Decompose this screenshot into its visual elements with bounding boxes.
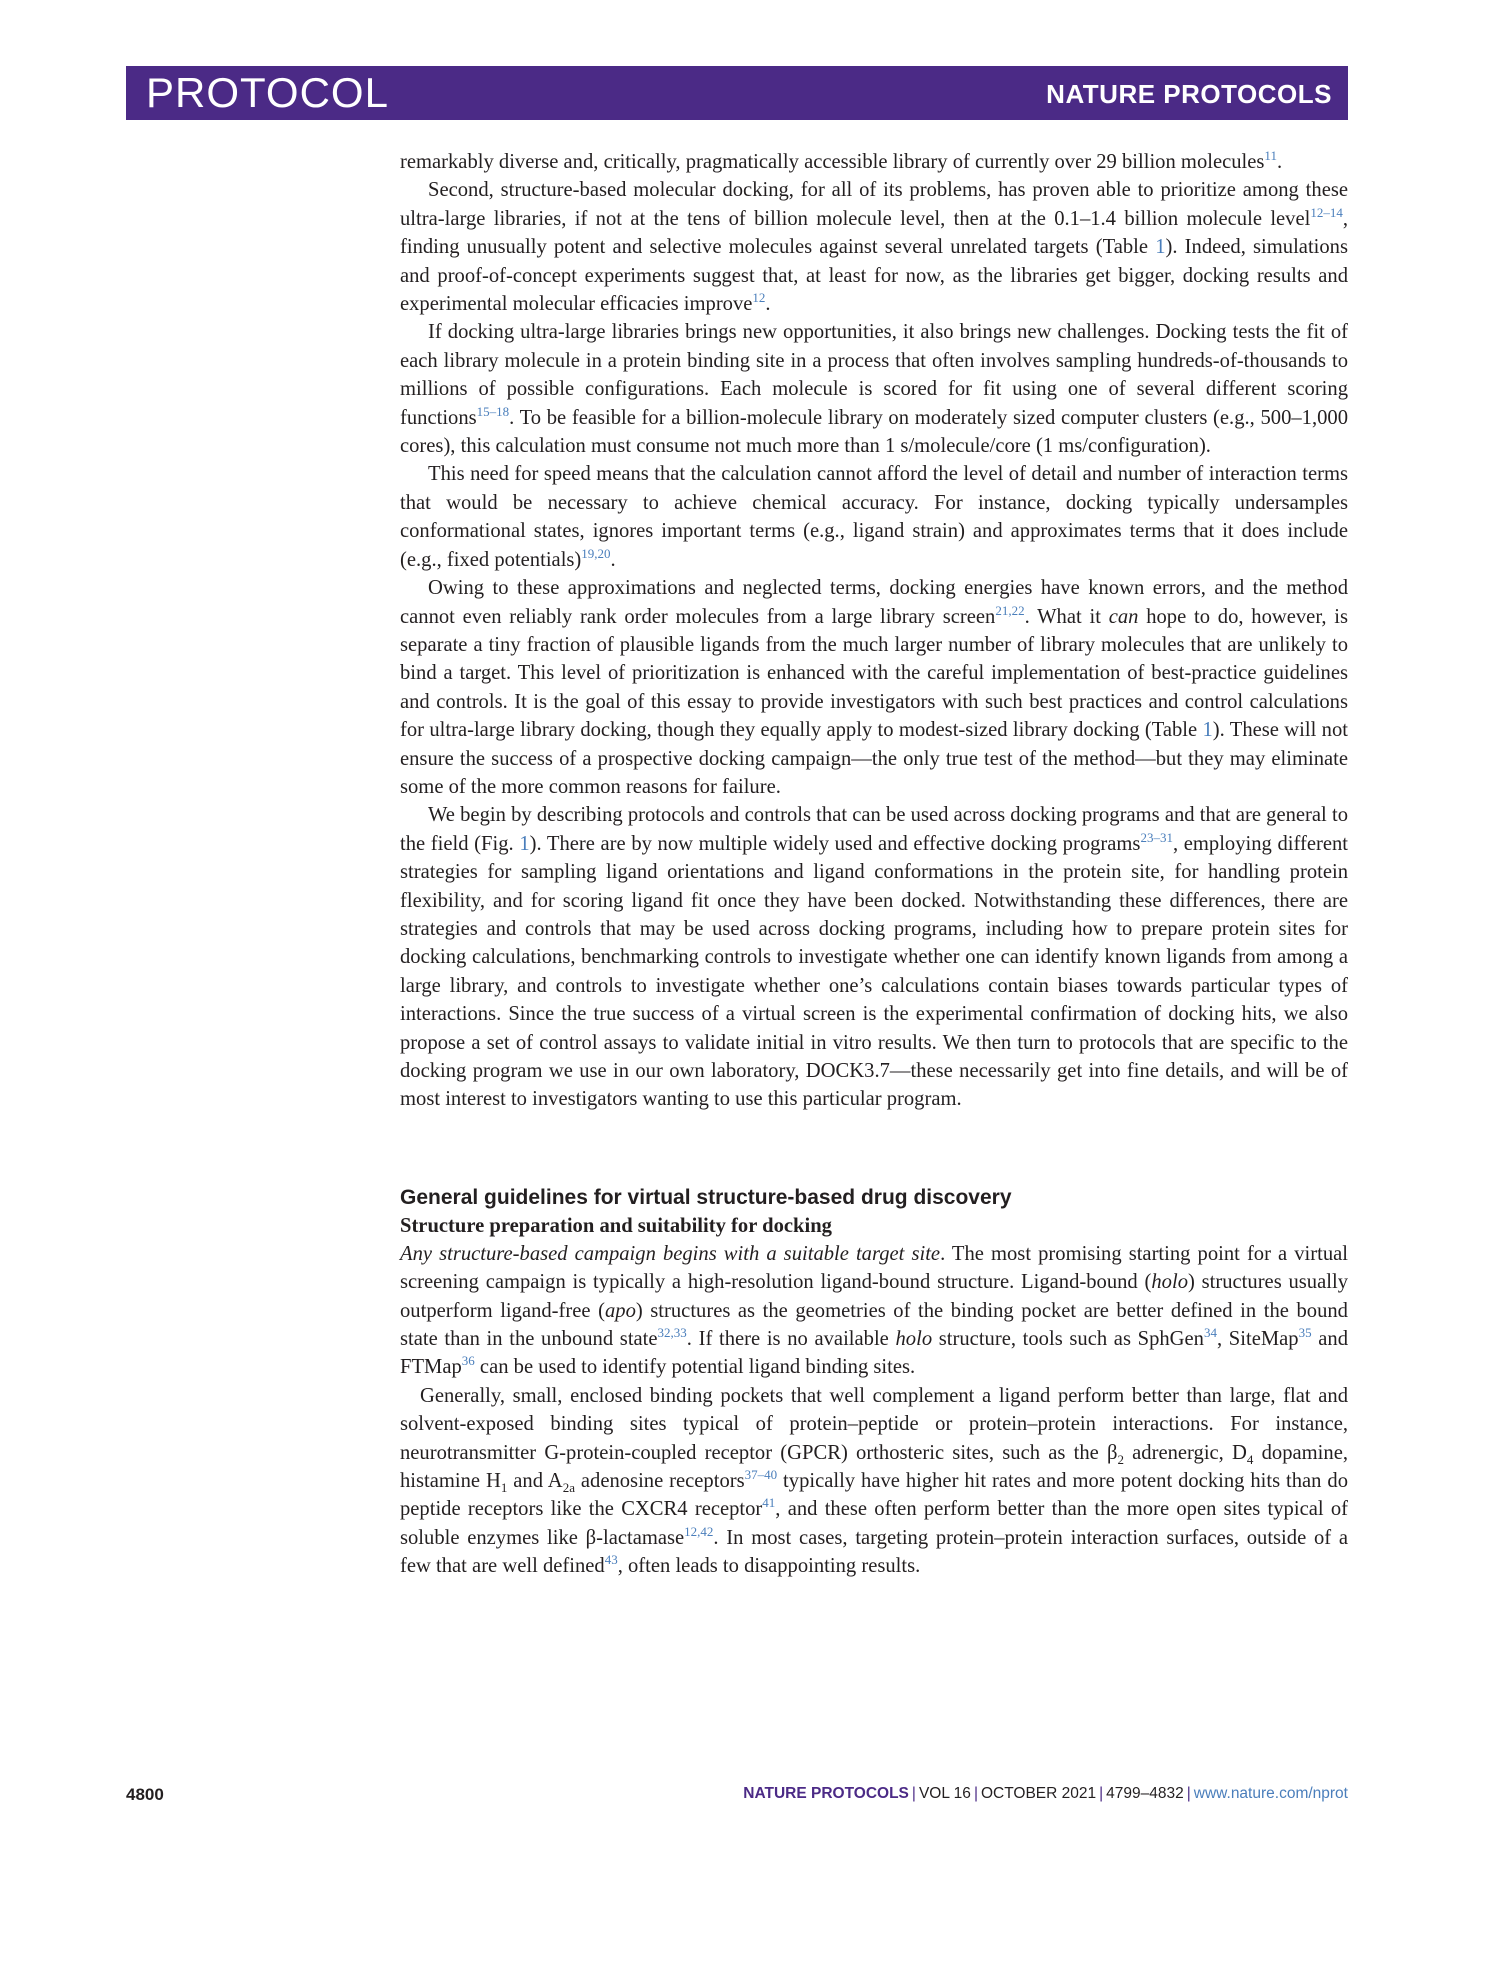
paragraph: Any structure-based campaign begins with a suitable target site. The most promising starting point for a virtual screening campaign is typically a high-resolution ligand-bound structure. Ligand-bound (holo) structures usually outperform ligand-free (apo) structures as the geometries of the binding pocket are better defined in the bound state than in the unbound state$^{32,33}$. If there is no available holo structure, tools such as SphGen$^{34}$, SiteMap$^{35}$ and FTMap$^{36}$ can be used to identify potential ligand binding sites. — [400, 1242, 1348, 1379]
page-header — [126, 66, 1348, 120]
subsection-heading: Structure preparation and suitability for docking — [400, 1214, 832, 1237]
main-text — [400, 148, 1348, 1581]
citation-link[interactable]: 43 — [604, 1552, 618, 1568]
paragraph: remarkably diverse and, critically, pragmatically accessible library of currently over 29 billion molecules$^{11}$. — [400, 148, 1283, 173]
footer-citation: NATURE PROTOCOLS | VOL 16 | OCTOBER 2021 | 4799–4832 | www.nature.com/nprot — [743, 1785, 1348, 1802]
table-link[interactable]: 1 — [1202, 719, 1213, 742]
citation-link[interactable]: 36 — [461, 1353, 475, 1369]
citation-link[interactable]: 15–18 — [476, 403, 510, 419]
figure-link[interactable]: 1 — [519, 832, 530, 855]
paragraph: Owing to these approximations and neglected terms, docking energies have known errors, and the method cannot even reliably rank order molecules from a large library screen$^{21,22}$. What it can hope to do, however, is separate a tiny fraction of plausible ligands from the much larger number of library molecules that are unlikely to bind a target. This level of prioritization is enhanced with the careful implementation of best-practice guidelines and controls. It is the goal of this essay to provide investigators with such best practices and control calculations for ultra-large library docking, though they equally apply to modest-sized library docking (Table 1). These will not ensure the success of a prospective docking campaign—the only true test of the method—but they may eliminate some of the more common reasons for failure. — [400, 577, 1349, 798]
footer-volume: VOL 16 — [918, 1785, 971, 1802]
header-article-type: PROTOCOL — [146, 69, 389, 116]
paragraph: We begin by describing protocols and controls that can be used across docking programs and that are general to the field (Fig. 1). There are by now multiple widely used and effective docking programs$^{23-31}$, employing different strategies for sampling ligand orientations and ligand conformations in the protein site, for handling protein flexibility, and for scoring ligand fit once they have been docked. Notwithstanding these differences, there are strategies and controls that may be used across docking programs, including how to prepare protein sites for docking calculations, benchmarking controls to investigate whether one can identify known ligands from among a large library, and controls to investigate whether one’s calculations contain biases towards particular types of interactions. Since the true success of a virtual screen is the experimental confirmation of docking hits, we also propose a set of control assays to validate initial in vitro results. We then turn to protocols that are specific to the docking program we use in our own laboratory, DOCK3.7—these necessarily get into fine details, and will be of most interest to investigators wanting to use this particular program. — [400, 804, 1348, 1111]
citation-link[interactable]: 21,22 — [995, 602, 1025, 618]
page-number: 4800 — [126, 1785, 164, 1804]
citation-link[interactable]: 41 — [762, 1495, 776, 1511]
citation-link[interactable]: 32,33 — [657, 1325, 687, 1341]
paragraph: Generally, small, enclosed binding pockets that well complement a ligand perform better than large, flat and solvent-exposed binding sites typical of protein–peptide or protein–protein interactions. For instance, neurotransmitter G-protein-coupled receptor (GPCR) orthosteric sites, such as the $\beta_2$ adrenergic, $D_4$ dopamine, histamine $H_1$ and $A_{2a}$ adenosine receptors$^{37-40}$ typically have higher hit rates and more potent docking hits than do peptide receptors like the CXCR4 receptor$^{41}$, and these often perform better than the more open sites typical of soluble enzymes like β-lactamase$^{12,42}$. In most cases, targeting protein–protein interaction surfaces, outside of a few that are well defined$^{43}$, often leads to disappointing results. — [400, 1384, 1348, 1578]
paragraph: This need for speed means that the calculation cannot afford the level of detail and number of interaction terms that would be necessary to achieve chemical accuracy. For instance, docking typically undersamples conformational states, ignores important terms (e.g., ligand strain) and approximates terms that it does include (e.g., fixed potentials)$^{19,20}$. — [400, 463, 1348, 571]
citation-link[interactable]: 11 — [1264, 148, 1277, 164]
paragraph: If docking ultra-large libraries brings new opportunities, it also brings new challenges. Docking tests the fit of each library molecule in a protein binding site in a process that often involves sampling hundreds-of-thousands to millions of possible configurations. Each molecule is scored for fit using one of several different scoring functions$^{15-18}$. To be feasible for a billion-molecule library on moderately sized computer clusters (e.g., 500–1,000 cores), this calculation must consume not much more than 1 s/molecule/core (1 ms/configuration). — [400, 321, 1348, 458]
citation-link[interactable]: 23–31 — [1140, 829, 1173, 845]
table-link[interactable]: 1 — [1155, 236, 1166, 259]
footer-journal: NATURE PROTOCOLS — [743, 1785, 909, 1802]
citation-link[interactable]: 12,42 — [684, 1524, 714, 1540]
citation-link[interactable]: 19,20 — [581, 545, 611, 561]
citation-link[interactable]: 35 — [1298, 1325, 1312, 1341]
citation-link[interactable]: 12–14 — [1310, 204, 1343, 220]
footer-url-link[interactable]: www.nature.com/nprot — [1193, 1785, 1348, 1802]
citation-link[interactable]: 34 — [1203, 1325, 1217, 1341]
paragraph: Second, structure-based molecular docking, for all of its problems, has proven able to prioritize among these ultra-large libraries, if not at the tens of billion molecule level, then at the 0.1–1.4 billion molecule level$^{12-14}$, finding unusually potent and selective molecules against several unrelated targets (Table 1). Indeed, simulations and proof-of-concept experiments suggest that, at least for now, as the libraries get bigger, docking results and experimental molecular efficacies improve$^{12}$. — [400, 179, 1348, 316]
footer-date: OCTOBER 2021 — [980, 1785, 1097, 1802]
footer-pages: 4799–4832 — [1106, 1785, 1184, 1802]
section-heading: General guidelines for virtual structure-based drug discovery — [400, 1185, 1012, 1209]
header-journal-name: NATURE PROTOCOLS — [1046, 79, 1332, 109]
citation-link[interactable]: 37–40 — [744, 1467, 778, 1483]
citation-link[interactable]: 12 — [752, 290, 766, 306]
